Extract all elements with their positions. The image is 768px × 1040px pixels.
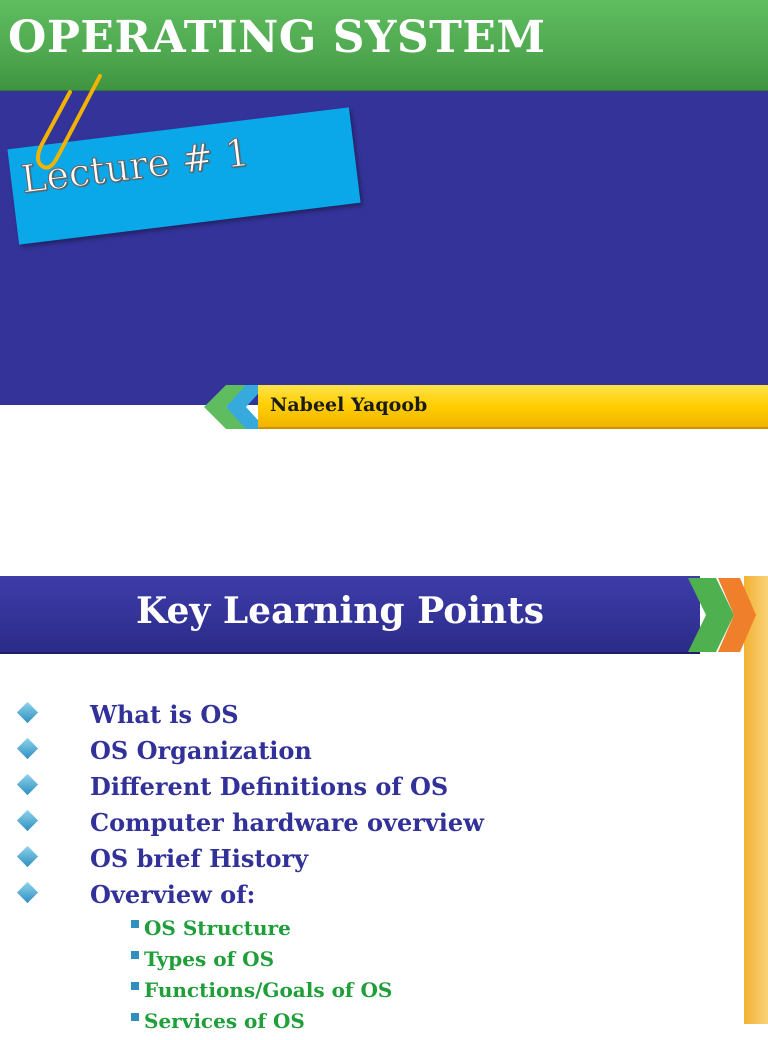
list-item — [0, 808, 740, 844]
list-item — [0, 700, 740, 736]
list-item — [0, 772, 740, 808]
square-bullet-icon — [131, 1013, 139, 1021]
diamond-bullet-icon — [17, 882, 38, 903]
title-bar — [0, 0, 768, 91]
square-bullet-icon — [131, 920, 139, 928]
diamond-bullet-icon — [17, 810, 38, 831]
bullet-text: What is OS — [90, 700, 239, 729]
list-item — [0, 880, 740, 916]
sub-list-item — [0, 1009, 740, 1040]
header-band — [0, 576, 700, 654]
agenda-slide — [0, 576, 768, 1033]
bullet-list — [0, 700, 740, 916]
diamond-bullet-icon — [17, 702, 38, 723]
sub-bullet-text: Services of OS — [144, 1009, 305, 1033]
double-chevron-right-icon — [672, 576, 768, 654]
sub-bullet-text: OS Structure — [144, 916, 291, 940]
sub-bullet-text: Types of OS — [144, 947, 275, 971]
slide-title: OPERATING SYSTEM — [8, 12, 546, 63]
square-bullet-icon — [131, 951, 139, 959]
diamond-bullet-icon — [17, 846, 38, 867]
sub-list-item — [0, 978, 740, 1009]
bullet-text: Different Definitions of OS — [90, 772, 449, 801]
diamond-bullet-icon — [17, 738, 38, 759]
sub-list-item — [0, 947, 740, 978]
bullet-text: Overview of: — [90, 880, 256, 909]
diamond-bullet-icon — [17, 774, 38, 795]
bullet-text: OS brief History — [90, 844, 309, 873]
lecture-label: Lecture # 1 — [18, 130, 252, 202]
author-name: Nabeel Yaqoob — [270, 394, 428, 416]
bullet-text: OS Organization — [90, 736, 312, 765]
sub-bullet-text: Functions/Goals of OS — [144, 978, 393, 1002]
square-bullet-icon — [131, 982, 139, 990]
list-item — [0, 736, 740, 772]
author-bar — [258, 385, 768, 429]
slide-heading: Key Learning Points — [136, 590, 544, 632]
title-slide — [0, 0, 768, 405]
sub-list-item — [0, 916, 740, 947]
bullet-text: Computer hardware overview — [90, 808, 484, 837]
list-item — [0, 844, 740, 880]
paperclip-icon — [30, 72, 110, 182]
sub-bullet-list — [0, 916, 740, 1040]
